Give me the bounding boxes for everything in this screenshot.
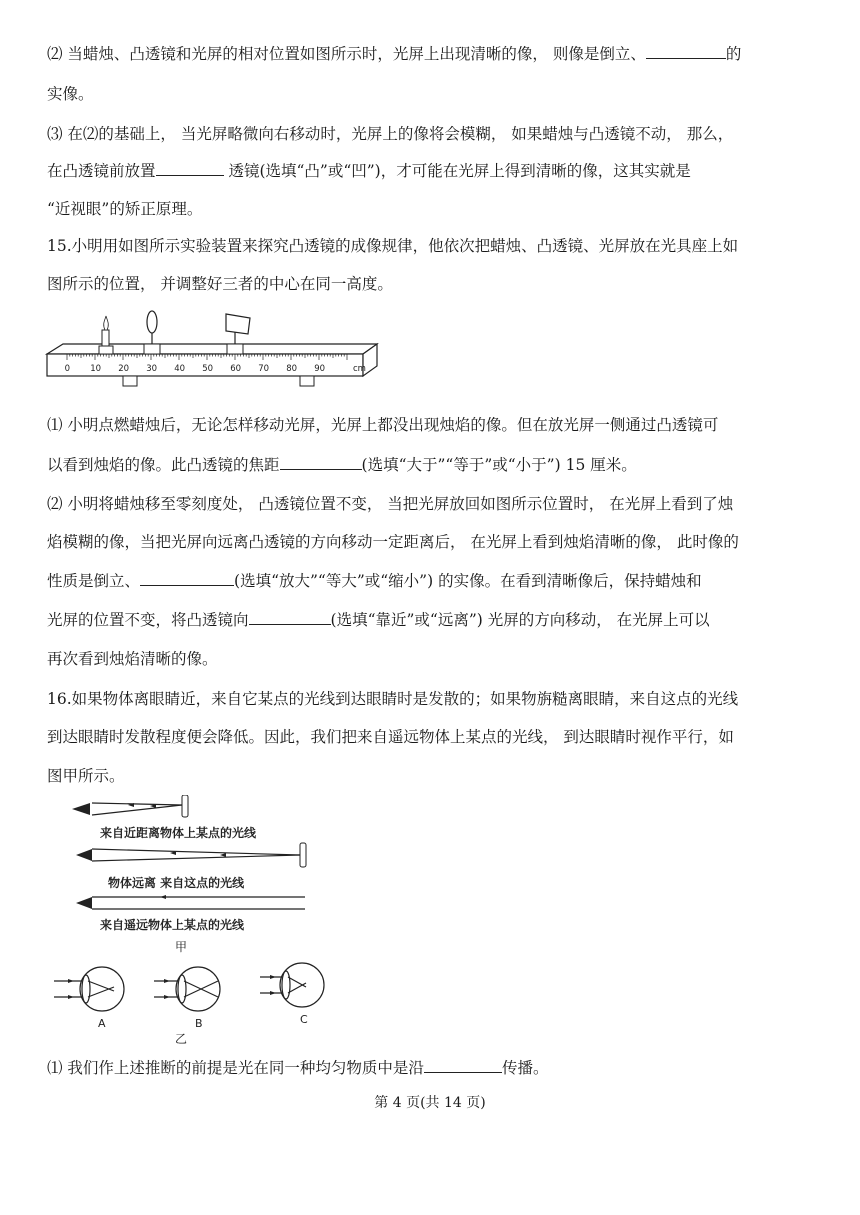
eye-diagram-b: [154, 967, 220, 1011]
ruler-label: cm: [353, 364, 366, 374]
ruler-label: 10: [90, 364, 102, 374]
ruler-label: 90: [314, 364, 326, 374]
q16-intro-line2: 到达眼睛时发散程度便会降低。因此，我们把来自遥远物体上某点的光线， 到达眼睛时视作平行，如: [47, 728, 734, 746]
eye-label-a: A: [98, 1017, 106, 1030]
q15-part1-line1: ⑴ 小明点燃蜡烛后，无论怎样移动光屏，光屏上都没出现烛焰的像。但在放光屏一侧通过凸透镜可: [47, 416, 719, 434]
q16-part1-text-end: 传播。: [501, 1059, 549, 1077]
ruler-label: 80: [286, 364, 298, 374]
fig-label-near: 来自近距离物体上某点的光线: [100, 826, 257, 840]
fig-label-far: 来自遥远物体上某点的光线: [100, 918, 245, 932]
q14-part2-line2: 实像。: [47, 85, 94, 103]
light-rays-figure: [50, 795, 340, 1045]
q15-part1-text-end: (选填“大于”“等于”或“小于”) 15 厘米。: [361, 456, 637, 474]
q15-part2-blank-size[interactable]: [140, 571, 234, 586]
q16-part1-line1: [47, 1058, 817, 1078]
q15-part2-line5: 再次看到烛焰清晰的像。: [47, 650, 218, 668]
q14-part2-line1: [47, 44, 817, 64]
q16-part1-blank[interactable]: [424, 1058, 502, 1073]
q14-part3-line1: ⑶ 在⑵的基础上， 当光屏略微向右移动时，光屏上的像将会模糊， 如果蜡烛与凸透镜不动， 那么，: [47, 125, 734, 143]
fig-label-yi: 乙: [175, 1032, 188, 1045]
q14-part3-text-end: 透镜(选填“凸”或“凹”)，才可能在光屏上得到清晰的像，这其实就是: [223, 162, 691, 180]
q15-part2-line2: 焰模糊的像，当把光屏向远离凸透镜的方向移动一定距离后， 在光屏上看到烛焰清晰的像， 此时像的: [47, 533, 739, 551]
q15-part2-line3: [47, 571, 817, 591]
q15-part2-blank-direction[interactable]: [249, 610, 331, 625]
eye-diagram-a: [54, 967, 124, 1011]
eye-label-b: B: [195, 1017, 203, 1030]
optical-bench-figure: [45, 310, 380, 390]
q14-part2-blank[interactable]: [646, 44, 726, 59]
q16-part1-text: ⑴ 我们作上述推断的前提是光在同一种均匀物质中是沿: [47, 1059, 424, 1077]
q15-part2-line4: [47, 610, 817, 630]
q14-part2-text-end: 的: [725, 45, 742, 63]
q15-intro-line2: 图所示的位置， 并调整好三者的中心在同一高度。: [47, 275, 393, 293]
q15-part2-text-end: (选填“靠近”或“远离”) 光屏的方向移动， 在光屏上可以: [330, 611, 710, 629]
q14-part3-line2: [47, 161, 817, 181]
q15-part1-blank[interactable]: [280, 455, 362, 470]
q15-part2-text-dir: 光屏的位置不变，将凸透镜向: [47, 611, 249, 629]
q14-part2-text: ⑵ 当蜡烛、凸透镜和光屏的相对位置如图所示时，光屏上出现清晰的像， 则像是倒立、: [47, 45, 646, 63]
eye-diagram-c: [260, 963, 324, 1007]
q15-part1-text: 以看到烛焰的像。此凸透镜的焦距: [47, 456, 280, 474]
page-footer: 第 4 页(共 14 页): [374, 1095, 486, 1111]
q15-part2-text: 性质是倒立、: [47, 572, 141, 590]
q15-part2-text-mid: (选填“放大”“等大”或“缩小”) 的实像。在看到清晰像后，保持蜡烛和: [234, 572, 702, 590]
eye-icon: [72, 803, 92, 909]
fig-label-mid: 物体远离 来自这点的光线: [108, 876, 245, 890]
q16-intro-line1: 16.如果物体离眼睛近，来自它某点的光线到达眼睛时是发散的；如果物旃糙离眼睛，来自这点的光线: [47, 690, 739, 708]
ruler-label: 0: [64, 364, 71, 374]
eye-label-c: C: [300, 1013, 308, 1026]
ruler-label: 60: [230, 364, 242, 374]
q14-part3-blank[interactable]: [156, 161, 224, 176]
q14-part3-line3: “近视眼”的矫正原理。: [47, 200, 203, 218]
q16-intro-line3: 图甲所示。: [47, 767, 125, 785]
q15-part2-line1: ⑵ 小明将蜡烛移至零刻度处， 凸透镜位置不变， 当把光屏放回如图所示位置时， 在光屏上看到了烛: [47, 495, 734, 513]
q15-part1-line2: [47, 455, 817, 475]
ruler-label: 40: [174, 364, 186, 374]
ruler-label: 20: [118, 364, 130, 374]
q15-intro-line1: 15.小明用如图所示实验装置来探究凸透镜的成像规律，他依次把蜡烛、凸透镜、光屏放在光具座上如: [47, 237, 739, 255]
ruler-label: 50: [202, 364, 214, 374]
fig-label-jia: 甲: [175, 940, 188, 954]
ruler-label: 30: [146, 364, 158, 374]
ruler-label: 70: [258, 364, 270, 374]
q14-part3-text: 在凸透镜前放置: [47, 162, 156, 180]
